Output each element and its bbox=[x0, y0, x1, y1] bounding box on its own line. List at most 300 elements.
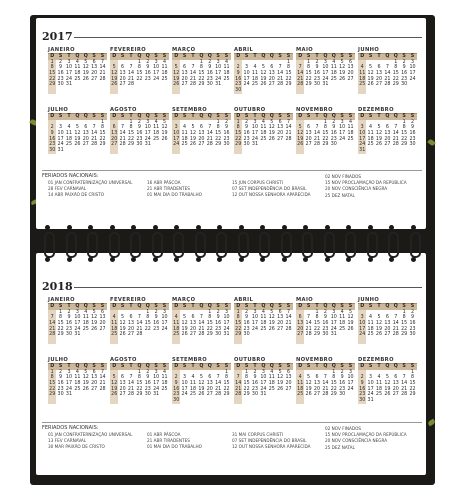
day-cell: 16 bbox=[339, 381, 346, 387]
day-cell bbox=[180, 338, 188, 344]
binding-hole bbox=[67, 257, 72, 262]
binding-hole bbox=[67, 225, 72, 230]
day-cell: 8 bbox=[216, 125, 220, 131]
day-cell bbox=[366, 338, 374, 344]
day-cell: 5 bbox=[278, 369, 282, 375]
day-cell: 17 bbox=[359, 136, 366, 142]
weekday-header: Q bbox=[82, 54, 90, 60]
year-rule bbox=[74, 287, 422, 288]
day-cell: 16 bbox=[144, 71, 151, 77]
day-cell: 17 bbox=[260, 381, 267, 387]
day-cell: 1 bbox=[199, 59, 203, 65]
day-cell: 29 bbox=[215, 142, 222, 148]
day-cell: 16 bbox=[235, 76, 242, 82]
day-cell: 14 bbox=[119, 131, 126, 137]
day-cell: 1 bbox=[402, 309, 406, 315]
day-cell: 12 bbox=[82, 375, 89, 381]
binding-ring bbox=[345, 232, 356, 258]
day-cell: 16 bbox=[313, 71, 321, 77]
weekday-header: S bbox=[222, 364, 230, 370]
day-cell: 29 bbox=[127, 142, 135, 148]
day-cell: 11 bbox=[74, 65, 81, 71]
day-cell: 21 bbox=[215, 386, 222, 392]
day-cell: 22 bbox=[401, 136, 408, 142]
day-cell: 14 bbox=[392, 131, 399, 137]
weekday-header: D bbox=[234, 304, 242, 310]
day-cell: 16 bbox=[136, 131, 143, 137]
day-cell: 26 bbox=[111, 82, 118, 88]
day-cell: 14 bbox=[99, 65, 106, 71]
day-cell: 25 bbox=[251, 82, 259, 88]
day-cell: 1 bbox=[48, 60, 56, 66]
day-cell: 21 bbox=[189, 76, 197, 82]
day-cell: 3 bbox=[75, 309, 79, 315]
day-cell: 27 bbox=[347, 76, 354, 82]
month-days-grid bbox=[110, 113, 169, 154]
day-cell: 25 bbox=[260, 136, 267, 142]
day-cell: 12 bbox=[297, 131, 304, 137]
day-cell: 26 bbox=[268, 136, 275, 142]
weekday-header: Q bbox=[73, 54, 81, 60]
weekday-header: S bbox=[56, 364, 64, 370]
weekday-header: S bbox=[284, 114, 292, 120]
day-cell: 26 bbox=[384, 392, 391, 398]
day-cell: 3 bbox=[323, 59, 327, 65]
day-cell: 21 bbox=[392, 326, 399, 332]
day-cell: 26 bbox=[82, 76, 89, 82]
day-cell: 30 bbox=[57, 82, 64, 88]
day-cell: 27 bbox=[268, 82, 275, 88]
day-cell: 20 bbox=[189, 326, 197, 332]
day-cell: 9 bbox=[48, 131, 56, 137]
month-block bbox=[296, 47, 355, 94]
day-cell: 28 bbox=[206, 142, 213, 148]
binding-hole bbox=[282, 257, 287, 262]
weekday-header: S bbox=[214, 364, 222, 370]
day-cell bbox=[214, 148, 222, 154]
day-cell: 16 bbox=[223, 131, 230, 137]
day-cell: 28 bbox=[49, 332, 56, 338]
day-cell bbox=[189, 88, 197, 94]
day-cell: 15 bbox=[136, 381, 143, 387]
weekday-header: D bbox=[48, 54, 56, 60]
day-cell bbox=[48, 88, 56, 94]
day-cell: 20 bbox=[119, 386, 126, 392]
day-cell bbox=[296, 338, 304, 344]
binding-hole bbox=[174, 225, 179, 230]
day-cell bbox=[400, 148, 408, 154]
day-cell: 20 bbox=[198, 136, 205, 142]
day-cell bbox=[206, 148, 214, 154]
month-block bbox=[48, 107, 107, 154]
day-cell: 13 bbox=[384, 321, 391, 327]
day-cell bbox=[304, 398, 312, 404]
day-cell bbox=[268, 148, 276, 154]
day-cell: 13 bbox=[277, 315, 284, 321]
day-cell: 31 bbox=[330, 332, 337, 338]
day-cell: 5 bbox=[84, 369, 88, 375]
day-cell bbox=[135, 88, 143, 94]
month-days-grid bbox=[358, 113, 417, 154]
day-cell: 18 bbox=[153, 131, 160, 137]
weekday-header: T bbox=[251, 54, 259, 60]
day-cell: 25 bbox=[339, 326, 346, 332]
day-cell bbox=[56, 338, 64, 344]
day-cell: 26 bbox=[111, 392, 118, 398]
day-cell bbox=[160, 88, 168, 94]
day-cell: 28 bbox=[285, 136, 292, 142]
day-cell: 29 bbox=[401, 332, 408, 338]
day-cell: 15 bbox=[136, 71, 143, 77]
day-cell: 10 bbox=[153, 375, 160, 381]
weekday-header: S bbox=[304, 304, 312, 310]
day-cell bbox=[321, 148, 329, 154]
day-cell bbox=[321, 88, 329, 94]
day-cell: 20 bbox=[384, 136, 391, 142]
day-cell: 23 bbox=[359, 392, 366, 398]
day-cell bbox=[296, 398, 304, 404]
weekday-header: S bbox=[366, 54, 374, 60]
day-cell: 4 bbox=[261, 119, 265, 125]
day-cell bbox=[330, 148, 338, 154]
weekday-header: D bbox=[172, 54, 180, 60]
weekday-header: S bbox=[276, 304, 284, 310]
day-cell: 9 bbox=[234, 71, 242, 77]
day-cell: 16 bbox=[243, 131, 250, 137]
day-cell bbox=[338, 88, 346, 94]
day-cell: 9 bbox=[137, 125, 141, 131]
day-cell: 20 bbox=[111, 136, 118, 142]
day-cell: 25 bbox=[161, 76, 168, 82]
day-cell: 6 bbox=[385, 315, 389, 321]
binding-hole bbox=[389, 225, 394, 230]
day-cell: 1 bbox=[245, 369, 249, 375]
day-cell bbox=[144, 88, 152, 94]
weekday-header: S bbox=[338, 364, 346, 370]
day-cell: 11 bbox=[173, 321, 180, 327]
weekday-header: Q bbox=[330, 54, 338, 60]
day-cell bbox=[392, 148, 400, 154]
day-cell: 21 bbox=[49, 326, 56, 332]
day-cell: 5 bbox=[191, 125, 195, 131]
day-cell: 13 bbox=[198, 131, 205, 137]
day-cell: 6 bbox=[191, 315, 195, 321]
day-cell: 9 bbox=[411, 315, 415, 321]
day-cell: 26 bbox=[119, 332, 126, 338]
day-cell: 11 bbox=[260, 315, 267, 321]
day-cell: 23 bbox=[153, 326, 160, 332]
day-cell: 26 bbox=[297, 142, 304, 148]
day-cell bbox=[152, 88, 160, 94]
day-cell: 25 bbox=[367, 332, 374, 338]
day-cell: 9 bbox=[146, 65, 150, 71]
day-cell: 6 bbox=[315, 375, 319, 381]
weekday-header: S bbox=[180, 114, 188, 120]
month-days-grid bbox=[48, 113, 107, 154]
day-cell: 1 bbox=[48, 370, 56, 376]
month-days-grid bbox=[296, 53, 355, 94]
day-cell: 21 bbox=[297, 76, 304, 82]
holiday-entry: 02 NOV FINADOS bbox=[325, 174, 362, 179]
day-cell: 2 bbox=[146, 59, 150, 65]
day-cell: 22 bbox=[285, 76, 292, 82]
day-cell bbox=[180, 398, 188, 404]
binding-hole bbox=[217, 257, 222, 262]
day-cell bbox=[160, 338, 168, 344]
weekday-header: Q bbox=[321, 304, 329, 310]
day-cell: 14 bbox=[127, 71, 135, 77]
day-cell: 24 bbox=[260, 386, 267, 392]
day-cell: 12 bbox=[260, 71, 267, 77]
day-cell: 9 bbox=[411, 125, 415, 131]
day-cell: 4 bbox=[253, 65, 257, 71]
day-cell bbox=[172, 338, 180, 344]
weekday-header: S bbox=[214, 54, 222, 60]
day-cell: 18 bbox=[260, 131, 267, 137]
day-cell: 22 bbox=[57, 326, 64, 332]
day-cell: 18 bbox=[161, 381, 168, 387]
day-cell: 22 bbox=[206, 326, 213, 332]
weekday-header: S bbox=[366, 114, 374, 120]
weekday-header: S bbox=[366, 364, 374, 370]
day-cell: 15 bbox=[57, 321, 64, 327]
day-cell: 30 bbox=[57, 392, 64, 398]
binding-hole bbox=[282, 225, 287, 230]
day-cell: 5 bbox=[340, 59, 344, 65]
day-cell: 3 bbox=[261, 369, 265, 375]
day-cell: 29 bbox=[392, 82, 399, 88]
weekday-header: S bbox=[222, 114, 230, 120]
binding-ring bbox=[367, 232, 378, 258]
weekday-header: D bbox=[110, 304, 118, 310]
day-cell: 7 bbox=[129, 65, 133, 71]
holiday-column bbox=[325, 426, 407, 451]
day-cell: 20 bbox=[91, 71, 98, 77]
weekday-header: T bbox=[127, 114, 135, 120]
day-cell bbox=[383, 88, 391, 94]
day-cell: 7 bbox=[394, 315, 398, 321]
day-cell: 17 bbox=[359, 326, 366, 332]
day-cell: 2 bbox=[146, 369, 150, 375]
day-cell: 2 bbox=[137, 119, 141, 125]
day-cell: 31 bbox=[260, 392, 267, 398]
holiday-column bbox=[147, 180, 202, 199]
holidays-rule bbox=[42, 170, 422, 171]
day-cell: 16 bbox=[206, 71, 213, 77]
month-block bbox=[296, 357, 355, 404]
day-cell: 26 bbox=[173, 82, 180, 88]
weekday-header: S bbox=[304, 54, 312, 60]
day-cell: 10 bbox=[57, 131, 64, 137]
holiday-entry: 01 MAI DIA DO TRABALHO bbox=[147, 444, 202, 450]
day-cell: 17 bbox=[153, 71, 160, 77]
binding-hole bbox=[153, 225, 158, 230]
day-cell: 24 bbox=[215, 76, 222, 82]
day-cell: 24 bbox=[57, 142, 64, 148]
day-cell: 25 bbox=[173, 332, 180, 338]
day-cell: 17 bbox=[215, 71, 222, 77]
binding-ring bbox=[388, 232, 399, 258]
day-cell: 23 bbox=[243, 136, 250, 142]
month-days-grid bbox=[296, 113, 355, 154]
day-cell: 3 bbox=[163, 309, 167, 315]
day-cell bbox=[284, 148, 292, 154]
binding-hole bbox=[196, 257, 201, 262]
day-cell: 28 bbox=[127, 82, 135, 88]
day-cell bbox=[214, 398, 222, 404]
day-cell: 28 bbox=[99, 386, 106, 392]
weekday-header: S bbox=[338, 304, 346, 310]
binding-ring bbox=[302, 232, 313, 258]
weekday-header: S bbox=[400, 114, 408, 120]
day-cell bbox=[234, 338, 242, 344]
day-cell: 22 bbox=[235, 326, 242, 332]
day-cell: 30 bbox=[136, 142, 143, 148]
day-cell: 19 bbox=[384, 386, 391, 392]
weekday-header: S bbox=[284, 364, 292, 370]
weekday-header: Q bbox=[259, 364, 267, 370]
day-cell: 5 bbox=[296, 125, 304, 131]
day-cell: 1 bbox=[129, 119, 133, 125]
day-cell: 29 bbox=[235, 332, 242, 338]
day-cell: 7 bbox=[208, 125, 212, 131]
weekday-header: Q bbox=[144, 114, 152, 120]
day-cell: 1 bbox=[137, 59, 141, 65]
day-cell: 11 bbox=[82, 315, 89, 321]
day-cell: 6 bbox=[92, 59, 96, 65]
day-cell: 30 bbox=[401, 82, 408, 88]
holiday-entry: 21 ABR TIRADENTES bbox=[147, 438, 190, 444]
holiday-entry: 15 NOV PROCLAMAÇÃO DA REPÚBLICA bbox=[325, 432, 407, 438]
day-cell: 24 bbox=[173, 142, 180, 148]
day-cell bbox=[172, 148, 180, 154]
day-cell: 2 bbox=[323, 309, 327, 315]
day-cell bbox=[284, 338, 292, 344]
day-cell: 4 bbox=[154, 119, 158, 125]
day-cell: 2 bbox=[48, 125, 56, 131]
day-cell: 20 bbox=[82, 136, 89, 142]
day-cell: 2 bbox=[315, 59, 319, 65]
day-cell: 24 bbox=[144, 136, 151, 142]
day-cell: 29 bbox=[223, 392, 230, 398]
day-cell: 4 bbox=[191, 375, 195, 381]
day-cell: 7 bbox=[101, 369, 105, 375]
day-cell: 15 bbox=[223, 381, 230, 387]
day-cell: 22 bbox=[198, 76, 205, 82]
holiday-column bbox=[48, 180, 132, 199]
weekday-header: D bbox=[296, 114, 304, 120]
day-cell: 5 bbox=[307, 375, 311, 381]
weekday-header: S bbox=[180, 54, 188, 60]
day-cell: 22 bbox=[49, 76, 56, 82]
month-block bbox=[358, 107, 417, 154]
day-cell: 29 bbox=[330, 392, 337, 398]
weekday-header: D bbox=[172, 364, 180, 370]
weekday-header: S bbox=[118, 114, 126, 120]
weekday-header: Q bbox=[259, 304, 267, 310]
day-cell: 12 bbox=[189, 131, 197, 137]
day-cell: 22 bbox=[215, 136, 222, 142]
day-cell: 16 bbox=[359, 386, 366, 392]
day-cell: 29 bbox=[206, 332, 213, 338]
day-cell: 5 bbox=[75, 125, 79, 131]
day-cell: 22 bbox=[144, 326, 151, 332]
weekday-header: S bbox=[222, 304, 230, 310]
day-cell: 11 bbox=[223, 65, 230, 71]
day-cell: 27 bbox=[375, 82, 383, 88]
day-cell bbox=[118, 148, 126, 154]
day-cell: 13 bbox=[111, 131, 118, 137]
holiday-entry: 14 ABR PAIXÃO DE CRISTO bbox=[48, 192, 105, 198]
day-cell: 21 bbox=[384, 76, 391, 82]
day-cell bbox=[375, 338, 383, 344]
day-cell: 12 bbox=[268, 315, 275, 321]
day-cell: 27 bbox=[206, 392, 213, 398]
month-block bbox=[110, 47, 169, 94]
day-cell: 27 bbox=[127, 332, 135, 338]
day-cell bbox=[222, 338, 230, 344]
day-cell: 2 bbox=[402, 59, 406, 65]
day-cell: 23 bbox=[401, 76, 408, 82]
weekday-header: T bbox=[375, 304, 383, 310]
weekday-header: S bbox=[152, 364, 160, 370]
day-cell: 7 bbox=[48, 315, 56, 321]
weekday-header: S bbox=[400, 364, 408, 370]
day-cell: 5 bbox=[84, 59, 88, 65]
day-cell: 15 bbox=[198, 71, 205, 77]
day-cell: 16 bbox=[153, 321, 160, 327]
day-cell: 21 bbox=[305, 326, 312, 332]
day-cell bbox=[90, 338, 98, 344]
weekday-header: S bbox=[276, 114, 284, 120]
day-cell: 6 bbox=[307, 125, 311, 131]
day-cell: 2 bbox=[340, 369, 344, 375]
binding-hole bbox=[260, 257, 265, 262]
day-cell: 10 bbox=[359, 131, 366, 137]
day-cell: 6 bbox=[349, 59, 353, 65]
month-name: OUTUBRO bbox=[234, 357, 266, 363]
weekday-header: Q bbox=[82, 364, 90, 370]
day-cell: 17 bbox=[173, 136, 180, 142]
day-cell: 7 bbox=[296, 65, 304, 71]
day-cell: 24 bbox=[322, 76, 329, 82]
day-cell: 30 bbox=[65, 332, 73, 338]
day-cell: 3 bbox=[67, 59, 71, 65]
day-cell: 16 bbox=[173, 386, 180, 392]
holiday-entry: 31 MAI CORPUS CHRISTI bbox=[232, 432, 284, 437]
day-cell: 20 bbox=[119, 76, 126, 82]
month-days-grid bbox=[296, 363, 355, 404]
day-cell: 21 bbox=[235, 386, 242, 392]
day-cell: 9 bbox=[340, 375, 344, 381]
day-cell: 8 bbox=[411, 375, 415, 381]
day-cell: 29 bbox=[198, 82, 205, 88]
month-name: DEZEMBRO bbox=[358, 357, 394, 363]
day-cell: 31 bbox=[359, 148, 366, 154]
day-cell: 12 bbox=[305, 381, 312, 387]
day-cell bbox=[65, 338, 73, 344]
day-cell: 5 bbox=[369, 65, 373, 71]
weekday-header: T bbox=[313, 54, 321, 60]
weekday-header: S bbox=[276, 54, 284, 60]
day-cell: 14 bbox=[235, 381, 242, 387]
day-cell: 15 bbox=[215, 131, 222, 137]
month-block bbox=[296, 297, 355, 344]
day-cell: 11 bbox=[74, 375, 81, 381]
day-cell: 1 bbox=[402, 119, 406, 125]
day-cell: 8 bbox=[323, 125, 327, 131]
binding-hole bbox=[45, 225, 50, 230]
